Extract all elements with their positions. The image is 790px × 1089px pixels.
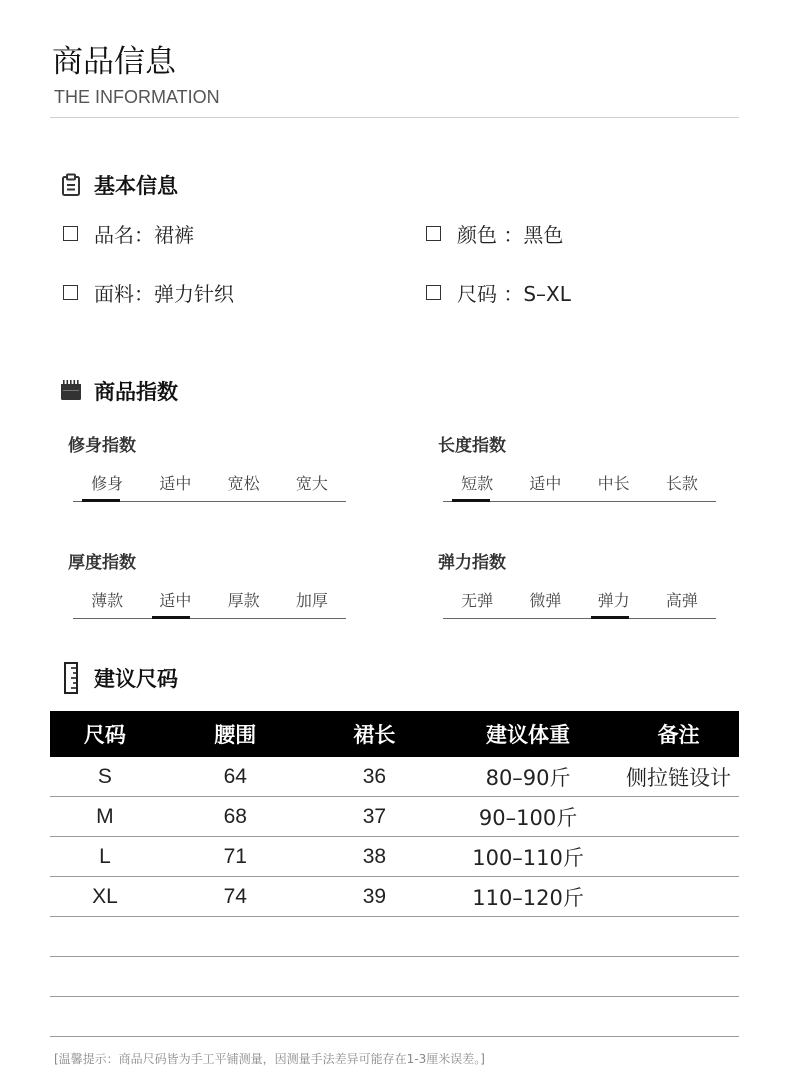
footnote: [温馨提示：商品尺码皆为手工平铺测量，因测量手法差异可能存在1-3厘米误差。] [54, 1052, 485, 1066]
index-scale [73, 588, 346, 622]
basic-info-title: 基本信息 [94, 174, 178, 198]
column-header: 备注 [618, 711, 739, 757]
selected-marker [152, 616, 190, 619]
info-item-color [426, 219, 563, 248]
index-option: 无弹 [461, 591, 494, 610]
table-cell: 80–90斤 [438, 757, 618, 797]
checkbox-icon [426, 226, 441, 241]
scale-line [443, 618, 716, 619]
table-row [50, 797, 739, 837]
index-option: 适中 [141, 588, 209, 618]
table-cell: S [50, 757, 160, 797]
index-option: 厚款 [227, 591, 260, 610]
info-item-size [426, 278, 571, 307]
index-option: 高弹 [665, 591, 698, 610]
table-header-row [50, 711, 739, 757]
checkbox-icon [426, 285, 441, 300]
info-item-text: 品名：裙裤 [94, 223, 194, 247]
table-row [50, 757, 739, 797]
index-option: 中长 [597, 474, 630, 493]
table-cell: M [50, 797, 160, 837]
index-option: 宽大 [295, 474, 328, 493]
calendar-icon [60, 379, 82, 403]
selected-marker [82, 499, 120, 502]
index-title: 商品指数 [94, 380, 178, 404]
index-option: 薄款 [91, 591, 124, 610]
index-option: 修身 [73, 471, 141, 501]
index-option: 加厚 [295, 591, 328, 610]
table-cell: 侧拉链设计 [618, 757, 739, 797]
page-title: 商品信息 [52, 44, 176, 80]
column-header: 尺码 [50, 711, 160, 757]
info-item-fabric [63, 278, 234, 307]
column-header: 腰围 [160, 711, 311, 757]
size-table [50, 711, 739, 1037]
table-row-empty [50, 957, 739, 997]
table-cell: 68 [160, 797, 311, 837]
index-group-title: 修身指数 [68, 436, 136, 456]
index-option: 微弹 [529, 591, 562, 610]
checkbox-icon [63, 226, 78, 241]
size-heading [60, 662, 178, 694]
selected-marker [452, 499, 490, 502]
scale-line [73, 618, 346, 619]
column-header: 建议体重 [438, 711, 618, 757]
table-row-empty [50, 917, 739, 957]
table-cell [618, 837, 739, 877]
selected-marker [591, 616, 629, 619]
table-row-empty [50, 997, 739, 1037]
index-group-title: 弹力指数 [438, 553, 506, 573]
info-item-text: 尺码 ：S–XL [457, 282, 571, 306]
checkbox-icon [63, 285, 78, 300]
table-cell: 39 [311, 877, 438, 917]
index-option: 长款 [665, 474, 698, 493]
clipboard-icon [60, 173, 82, 197]
column-header: 裙长 [311, 711, 438, 757]
table-cell [618, 797, 739, 837]
index-scale [443, 588, 716, 622]
table-cell [618, 877, 739, 917]
index-group-title: 长度指数 [438, 436, 506, 456]
table-cell: XL [50, 877, 160, 917]
table-cell: 74 [160, 877, 311, 917]
index-option: 弹力 [580, 588, 648, 618]
index-option: 适中 [159, 474, 192, 493]
info-item-name [63, 219, 194, 248]
table-cell: L [50, 837, 160, 877]
index-scale [73, 471, 346, 505]
size-title: 建议尺码 [94, 667, 178, 691]
table-cell: 36 [311, 757, 438, 797]
index-option: 适中 [529, 474, 562, 493]
index-option: 短款 [443, 471, 511, 501]
ruler-icon [60, 662, 82, 694]
table-cell: 100–110斤 [438, 837, 618, 877]
table-cell: 37 [311, 797, 438, 837]
table-cell: 71 [160, 837, 311, 877]
index-scale [443, 471, 716, 505]
info-item-text: 颜色 ：黑色 [457, 223, 564, 247]
table-cell: 90–100斤 [438, 797, 618, 837]
table-cell: 38 [311, 837, 438, 877]
header-divider [50, 117, 739, 118]
page-subtitle: THE INFORMATION [54, 87, 220, 107]
index-heading [60, 376, 178, 406]
basic-info-heading [60, 170, 178, 200]
index-option: 宽松 [227, 474, 260, 493]
table-cell: 64 [160, 757, 311, 797]
table-cell: 110–120斤 [438, 877, 618, 917]
table-row [50, 837, 739, 877]
info-item-text: 面料：弹力针织 [94, 282, 234, 306]
table-row [50, 877, 739, 917]
index-group-title: 厚度指数 [68, 553, 136, 573]
